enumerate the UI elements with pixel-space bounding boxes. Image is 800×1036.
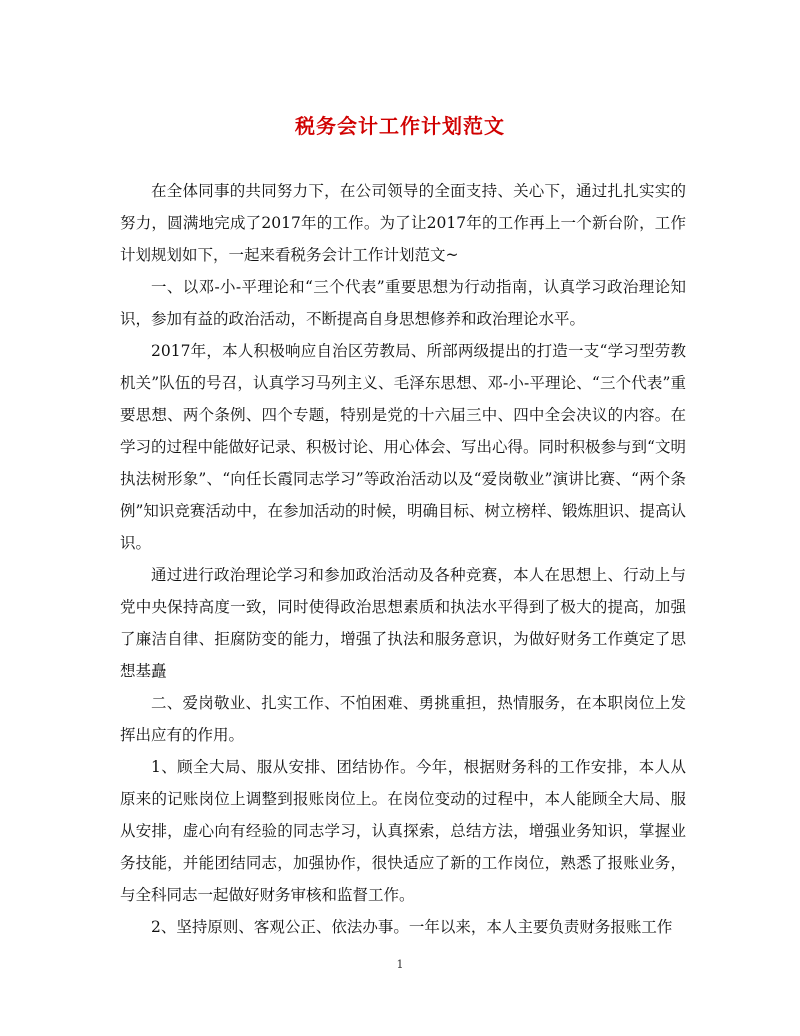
paragraph-item-one: 1、顾全大局、服从安排、团结协作。今年，根据财务科的工作安排，本人从原来的记账岗位上调整到报账岗位上。在岗位变动的过程中，本人能顾全大局、服从安排，虚心向有经验的同志学习，认真探索，总结方法，增强业务知识，掌握业务技能，并能团结同志，加强协作，很快适应了新的工作岗位，熟悉了报账业务，与全科同志一起做好财务审核和监督工作。 [120,758,686,904]
paragraph-intro: 在全体同事的共同努力下，在公司领导的全面支持、关心下，通过扎扎实实的努力，圆满地完成了2017年的工作。为了让2017年的工作再上一个新台阶，工作计划规划如下，一起来看税务会计工作计划范文~ [120,182,686,264]
document-body [120,175,686,943]
paragraph-item-two: 2、坚持原则、客观公正、依法办事。一年以来，本人主要负责财务报账工作 [151,918,673,936]
paragraph-section-one: 一、以邓-小-平理论和“三个代表”重要思想为行动指南，认真学习政治理论知识，参加有益的政治活动，不断提高自身思想修养和政治理论水平。 [120,278,686,328]
document-title: 税务会计工作计划范文 [295,114,505,138]
paragraph-political-study: 通过进行政治理论学习和参加政治活动及各种竞赛，本人在思想上、行动上与党中央保持高度一致，同时使得政治思想素质和执法水平得到了极大的提高，加强了廉洁自律、拒腐防变的能力，增强了执法和服务意识，为做好财务工作奠定了思想基矗 [120,566,686,680]
page-number: 1 [396,958,404,971]
paragraph-2017-study: 2017年，本人积极响应自治区劳教局、所部两级提出的打造一支“学习型劳教机关”队伍的号召，认真学习马列主义、毛泽东思想、邓-小-平理论、“三个代表”重要思想、两个条例、四个专题，特别是党的十六届三中、四中全会决议的内容。在学习的过程中能做好记录、积极讨论、用心体会、写出心得。同时积极参与到“文明执法树形象”、“向任长霞同志学习”等政治活动以及“爱岗敬业”演讲比赛、“两个条例”知识竞赛活动中，在参加活动的时候，明确目标、树立榜样、锻炼胆识、提高认识。 [120,342,686,552]
paragraph-section-two: 二、爱岗敬业、扎实工作、不怕困难、勇挑重担，热情服务，在本职岗位上发挥出应有的作用。 [120,694,686,744]
